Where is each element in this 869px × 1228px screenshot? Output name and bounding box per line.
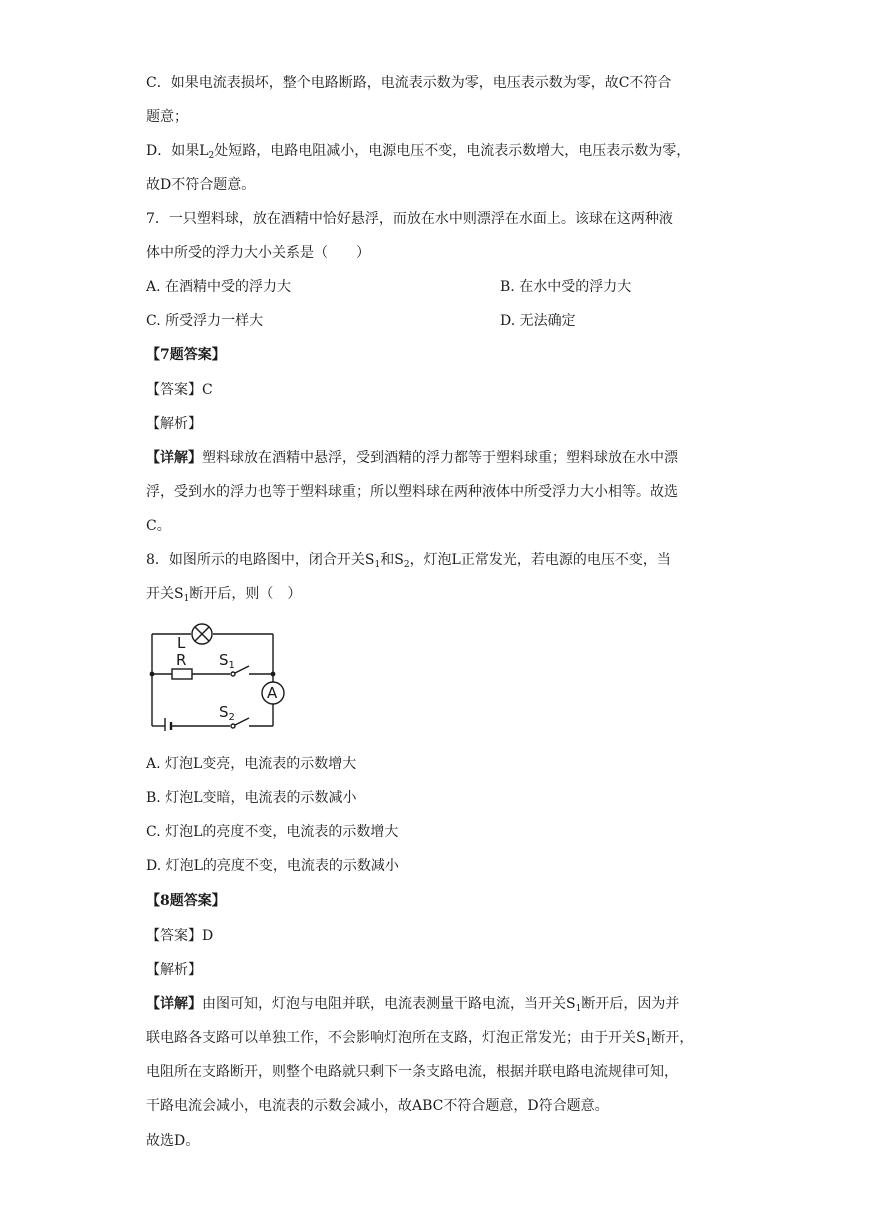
detail [146,1096,609,1116]
junction-dot [150,672,155,677]
text: 浮，受到水的浮力也等于塑料球重；所以塑料球在两种液体中所受浮力大小相等。故选 [146,484,678,500]
option-b [500,277,631,297]
option-c [146,822,398,842]
text: 干路电流会减小，电流表的示数会减小，故ABC不符合题意，D符合题意。 [146,1098,609,1114]
text: 【解析】 [146,416,202,432]
text: 开关S [146,586,184,602]
ammeter-label: A [267,684,278,702]
text: 7．一只塑料球，放在酒精中恰好悬浮，而放在水中则漂浮在水面上。该球在这两种液 [146,211,673,227]
resistor-icon [172,669,192,679]
text: C．如果电流表损坏，整个电路断路，电流表示数为零，电压表示数为零，故C不符合 [146,75,672,91]
subscript: 2 [208,151,215,161]
option-d [500,311,576,331]
question-7-stem [146,209,673,229]
option-a [146,277,291,297]
resistor-label: R [176,651,187,669]
text: 【7题答案】 [146,347,226,363]
answer-heading [146,891,226,911]
answer [146,926,213,946]
option-b [146,788,357,808]
option-d [146,856,399,876]
question-8-stem [146,550,671,570]
text: 体中所受的浮力大小关系是（ ） [146,245,370,261]
final-answer [146,1131,199,1151]
text: B. 在水中受的浮力大 [500,279,632,295]
question-8-stem [146,584,301,604]
text: 处短路，电路电阻减小，电源电压不变，电流表示数增大，电压表示数为零， [214,143,691,159]
detail-label: 【详解】 [146,450,202,466]
text: D. 灯泡L的亮度不变，电流表的示数减小 [146,858,399,874]
text: 【答案】D [146,928,214,944]
text: 断开后，因为并 [581,996,680,1012]
switch-s2-label [219,703,235,723]
subscript: 1 [575,1004,582,1014]
option-c [146,311,263,331]
subscript: 1 [645,1038,652,1048]
text-line [146,175,255,195]
text-line [146,107,188,127]
text: 故选D。 [146,1133,200,1149]
subscript: 1 [183,594,190,604]
switch-s1-icon [231,672,235,676]
text: 题意； [146,109,188,125]
analysis-heading [146,960,202,980]
detail [146,1028,693,1048]
detail [146,994,679,1014]
text: 【8题答案】 [146,893,226,909]
text-line [146,141,690,161]
switch-s1-subscript: 1 [228,660,235,671]
detail [146,516,171,536]
detail-label: 【详解】 [146,996,202,1012]
switch-s1-label [219,651,235,671]
subscript: 2 [403,560,410,570]
text: 和S [380,552,404,568]
detail [146,482,678,502]
text: 故D不符合题意。 [146,177,256,193]
text: 断开， [651,1030,694,1046]
switch-s2-icon [231,724,235,728]
text: D. 无法确定 [500,313,576,329]
answer-heading [146,345,226,365]
answer [146,380,213,400]
lamp-label: L [177,634,186,652]
switch-s1-icon [235,666,249,673]
switch-s2-letter: S [219,703,229,721]
text: 联电路各支路可以单独工作，不会影响灯泡所在支路，灯泡正常发光；由于开关S [146,1030,646,1046]
text: A. 在酒精中受的浮力大 [146,279,292,295]
text: 断开后，则（ ） [189,586,302,602]
switch-s2-icon [235,718,249,725]
subscript: 1 [374,560,381,570]
text: C. 灯泡L的亮度不变，电流表的示数增大 [146,824,399,840]
circuit-diagram [146,616,296,731]
switch-s2-subscript: 2 [228,712,235,723]
switch-s1-letter: S [219,651,229,669]
text: 电阻所在支路断开，则整个电路就只剩下一条支路电流，根据并联电路电流规律可知， [146,1064,678,1080]
analysis-heading [146,414,202,434]
text: C。 [146,518,171,534]
text: 【答案】C [146,382,213,398]
text: A. 灯泡L变亮，电流表的示数增大 [146,756,357,772]
text: 塑料球放在酒精中悬浮，受到酒精的浮力都等于塑料球重；塑料球放在水中漂 [202,450,678,466]
text: ，灯泡L正常发光，若电源的电压不变，当 [409,552,671,568]
option-a [146,754,356,774]
text: 8．如图所示的电路图中，闭合开关S [146,552,375,568]
detail [146,1062,678,1082]
detail [146,448,678,468]
junction-dot [271,672,276,677]
text: C. 所受浮力一样大 [146,313,264,329]
question-7-stem [146,243,370,263]
text: 由图可知，灯泡与电阻并联，电流表测量干路电流，当开关S [202,996,576,1012]
text: B. 灯泡L变暗，电流表的示数减小 [146,790,357,806]
text: D．如果L [146,143,209,159]
text: 【解析】 [146,962,202,978]
text-line [146,73,671,93]
